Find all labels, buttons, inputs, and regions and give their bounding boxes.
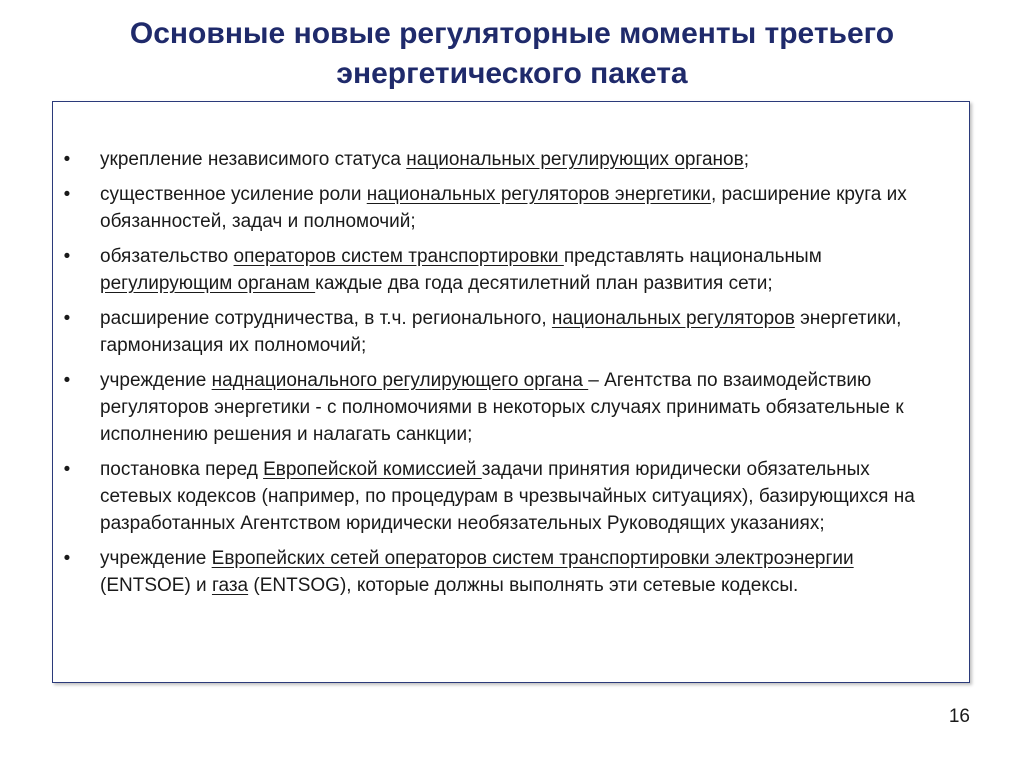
item-text: (ENTSOE) и	[100, 575, 212, 596]
item-underlined-text: Европейских сетей операторов систем транспортировки электроэнергии	[211, 548, 854, 569]
item-underlined-text: национальных регуляторов энергетики	[366, 184, 711, 205]
list-item	[53, 243, 969, 297]
item-underlined-text: национальных регулирующих органов	[406, 149, 744, 170]
bullet-icon: •	[63, 149, 71, 170]
item-text: , расширение круга их обязанностей, задач и полномочий;	[100, 184, 907, 232]
item-underlined-text: операторов систем транспортировки	[233, 246, 564, 267]
list-item	[53, 181, 969, 235]
list-item	[53, 367, 969, 448]
item-text: учреждение	[100, 370, 212, 391]
item-text: энергетики, гармонизация их полномочий;	[100, 308, 902, 356]
item-text: ;	[743, 149, 749, 170]
item-text: задачи принятия юридически обязательных сетевых кодексов (например, по процедурам в чрезвычайных ситуациях), базирующихся на разработанных Агентством юридически необязательных Руководящих указаниях;	[100, 459, 915, 534]
item-text: учреждение	[100, 548, 212, 569]
bullet-icon: •	[63, 184, 71, 205]
bullet-icon: •	[63, 308, 71, 329]
item-text: существенное усиление роли	[100, 184, 367, 205]
list-item	[53, 456, 969, 537]
content-box	[52, 101, 970, 683]
item-underlined-text: национальных регуляторов	[551, 308, 795, 329]
list-item	[53, 545, 969, 599]
item-text: – Агентства по взаимодействию регуляторов энергетики - с полномочиями в некоторых случаях принимать обязательные к исполнению решения и налагать санкции;	[100, 370, 904, 445]
item-text: расширение сотрудничества, в т.ч. регионального,	[100, 308, 552, 329]
item-underlined-text: наднационального регулирующего органа	[211, 370, 589, 391]
slide-title-line-1: Основные новые регуляторные моменты третьего	[129, 17, 895, 50]
item-text: обязательство	[100, 246, 234, 267]
list-item	[53, 146, 969, 173]
item-underlined-text: регулирующим органам	[100, 273, 316, 294]
bullet-icon: •	[63, 548, 71, 569]
page-number: 16	[948, 706, 970, 727]
item-text: постановка перед	[100, 459, 264, 480]
item-text: каждые два года десятилетний план развития сети;	[315, 273, 773, 294]
bullet-icon: •	[63, 246, 71, 267]
bullet-list	[53, 146, 969, 607]
item-underlined-text: газа	[211, 575, 249, 596]
bullet-icon: •	[63, 370, 71, 391]
item-text: представлять национальным	[563, 246, 822, 267]
list-item	[53, 305, 969, 359]
item-text: укрепление независимого статуса	[100, 149, 407, 170]
slide-title-line-2: энергетического пакета	[336, 57, 688, 90]
item-underlined-text: Европейской комиссией	[263, 459, 482, 480]
bullet-icon: •	[63, 459, 71, 480]
item-text: (ENTSOG), которые должны выполнять эти сетевые кодексы.	[248, 575, 799, 596]
slide-title	[40, 14, 984, 94]
